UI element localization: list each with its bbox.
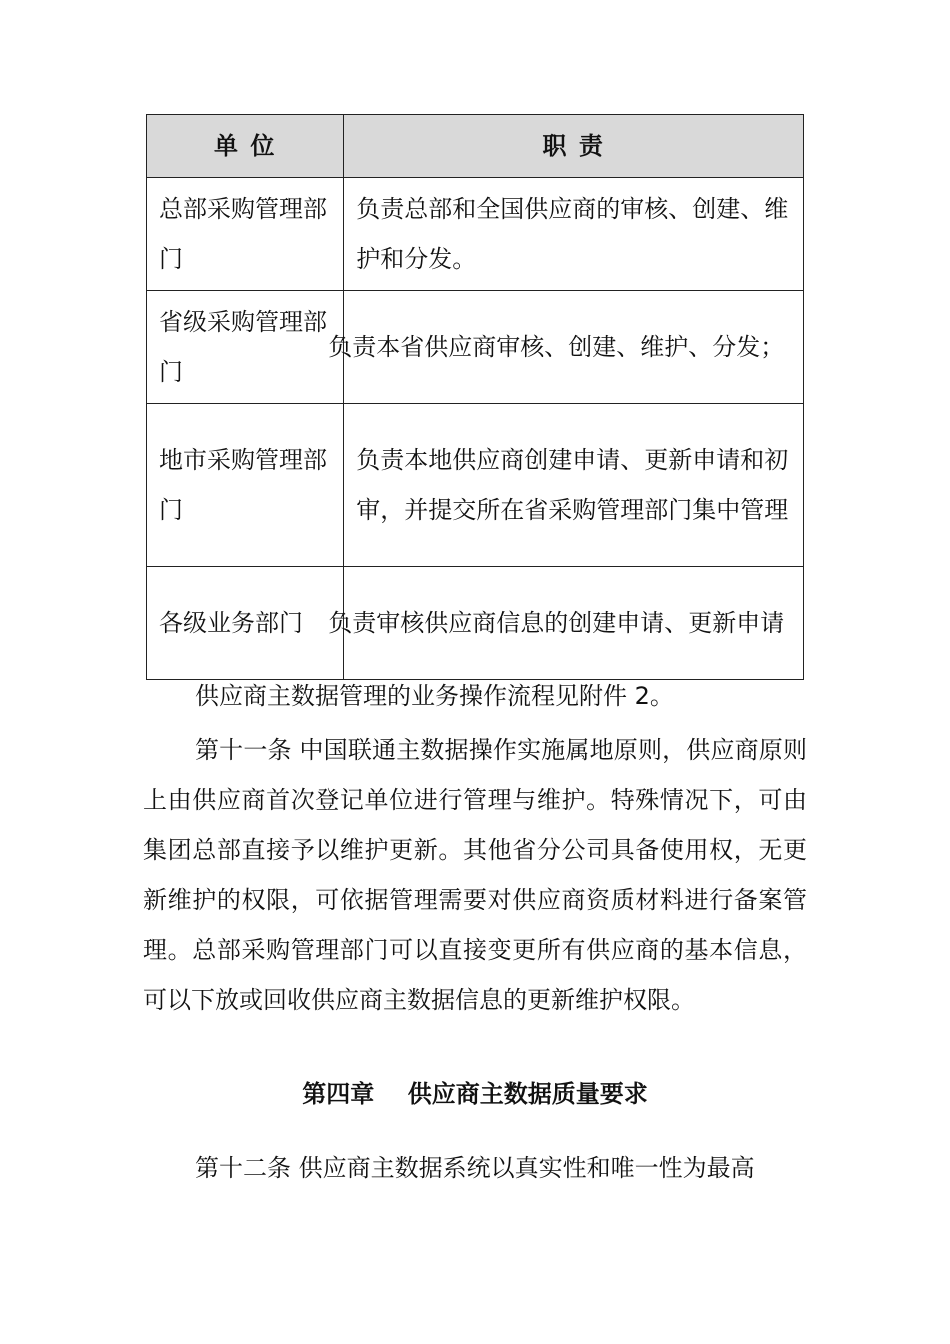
unit-cell: 地市采购管理部门	[147, 404, 344, 567]
header-duty: 职 责	[344, 115, 804, 178]
table-row	[147, 291, 804, 404]
table-row	[147, 178, 804, 291]
table-row	[147, 404, 804, 567]
chapter-heading: 第四章 供应商主数据质量要求	[302, 1080, 648, 1108]
duty-cell: 负责审核供应商信息的创建申请、更新申请	[344, 567, 804, 680]
responsibility-table	[146, 114, 804, 680]
paragraph-article-11: 第十一条 中国联通主数据操作实施属地原则，供应商原则上由供应商首次登记单位进行管理与维护。特殊情况下，可由集团总部直接予以维护更新。其他省分公司具备使用权，无更新维护的权限，可依据管理需要对供应商资质材料进行备案管理。总部采购管理部门可以直接变更所有供应商的基本信息，可以下放或回收供应商主数据信息的更新维护权限。	[143, 736, 807, 1014]
table-row	[147, 567, 804, 680]
header-unit: 单 位	[147, 115, 344, 178]
unit-cell: 总部采购管理部门	[147, 178, 344, 291]
duty-cell: 负责本省供应商审核、创建、维护、分发；	[344, 291, 804, 404]
paragraph-workflow-reference: 供应商主数据管理的业务操作流程见附件 2。	[195, 682, 674, 710]
duty-cell: 负责本地供应商创建申请、更新申请和初审，并提交所在省采购管理部门集中管理	[344, 404, 804, 567]
duty-cell: 负责总部和全国供应商的审核、创建、维护和分发。	[344, 178, 804, 291]
unit-cell: 省级采购管理部门	[147, 291, 344, 404]
paragraph-article-12: 第十二条 供应商主数据系统以真实性和唯一性为最高	[195, 1154, 755, 1182]
table-header-row	[147, 115, 804, 178]
unit-cell: 各级业务部门	[147, 567, 344, 680]
